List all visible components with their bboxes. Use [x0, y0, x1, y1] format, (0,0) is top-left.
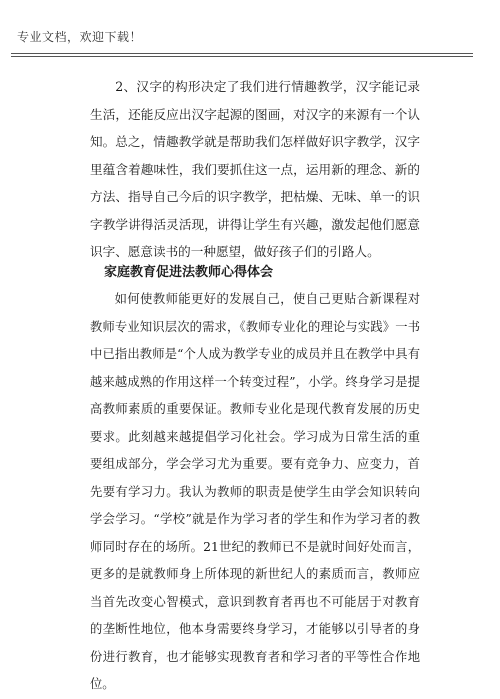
- header-divider-bottom: [11, 56, 473, 57]
- paragraph-2: 总之，情趣教学就是帮助我们怎样做好识字教学，汉字里蕴含着趣味性，我们要抓住这一点，运用新的理念、新的方法、指导自己今后的识字教学，把枯燥、无味、单一的识字教学讲得活灵活现，讲得让学生有兴趣，激发起他们愿意识字、愿意读书的一种愿望，做好孩子们的引路人。: [90, 134, 420, 259]
- section-title: 家庭教育促进法教师心得体会: [104, 265, 274, 280]
- page-header: 专业文档，欢迎下载！: [17, 30, 143, 44]
- paragraph-3: 如何使教师能更好的发展自己，使自己更贴合新课程对教师专业知识层次的需求，《教师专业化的理论与实践》一书中已指出教师是“个人成为教学专业的成员并且在教学中具有越来越成熟的作用这样一个转变过程”，小学。终身学习是提高教师素质的重要保证。教师专业化是现代教育发展的历史要求。此刻越来越提倡学习化社会。学习成为日常生活的重要组成部分，学会学习尤为重要。要有竞争力、应变力，首先要有学习力。我认为教师的职责是使学生由学会知识转向学会学习。“学校”就是作为学习者的学生和作为学习者的教师同时存在的场所。21世纪的教师已不是就时间好处而言，更多的是就教师身上所体现的新世纪人的素质而言，教师应当首先改变心智模式，意识到教育者再也不可能居于对教育的垄断性地位，他本身需要终身学习，才能够以引导者的身份进行教育，也才能够实现教育者和学习者的平等性合作地位。: [90, 292, 420, 691]
- header-divider-top: [11, 53, 473, 54]
- paragraph-1: 2、汉字的构形决定了我们进行情趣教学，汉字能记录生活，还能反应出汉字起源的图画，对汉字的来源有一个认知。: [90, 79, 420, 149]
